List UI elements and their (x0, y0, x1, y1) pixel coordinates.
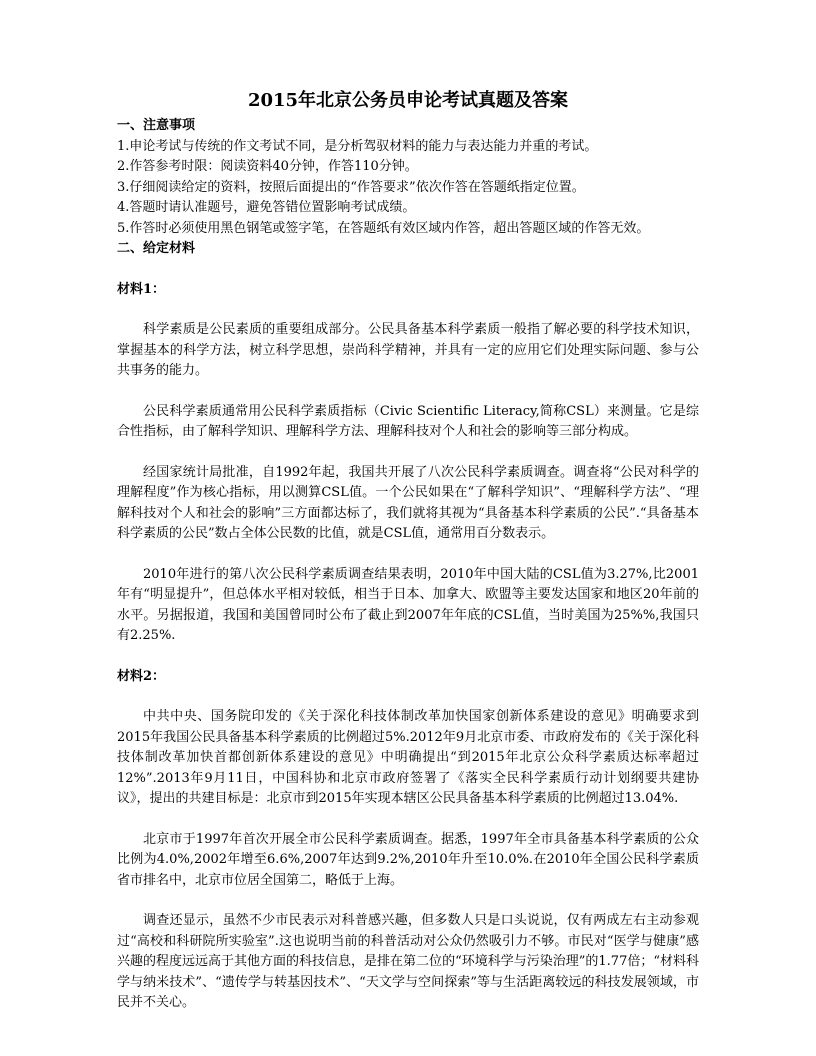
paragraph: 经国家统计局批准，自1992年起，我国共开展了八次公民科学素质调查。调查将“公民对科学的理解程度”作为核心指标，用以测算CSL值。一个公民如果在“了解科学知识”、“理解科学方法”、“理解科技对个人和社会的影响”三方面都达标了，我们就将其视为“具备基本科学素质的公民”.“具备基本科学素质的公民”数占全体公民数的比值，就是CSL值，通常用百分数表示。 (117, 464, 699, 541)
spacer (117, 891, 699, 911)
note-item: 2.作答参考时限：阅读资料40分钟，作答110分钟。 (117, 159, 418, 174)
spacer (117, 647, 699, 667)
note-item: 4.答题时请认准题号，避免答错位置影响考试成绩。 (117, 200, 416, 215)
paragraph: 调查还显示，虽然不少市民表示对科普感兴趣，但多数人只是口头说说，仅有两成左右主动参观过“高校和科研院所实验室”.这也说明当前的科普活动对公众仍然吸引力不够。市民对“医学与健康”感兴趣的程度远远高于其他方面的科技信息，是排在第二位的“环境科学与污染治理”的1.77倍；“材料科学与纳米技术”、“遗传学与转基因技术”、“天文学与空间探索”等与生活距离较远的科技发展领域，市民并不关心。 (117, 913, 699, 1010)
spacer (117, 687, 699, 707)
note-item: 1.申论考试与传统的作文考试不同，是分析驾驭材料的能力与表达能力并重的考试。 (117, 138, 598, 154)
material-2-label: 材料2： (117, 668, 166, 684)
spacer (117, 300, 699, 320)
spacer (117, 545, 699, 565)
spacer (117, 382, 699, 402)
paragraph: 2010年进行的第八次公民科学素质调查结果表明，2010年中国大陆的CSL值为3.27%,比2001年有“明显提升”，但总体水平相对较低，相当于日本、加拿大、欧盟等主要发达国家和地区20年前的水平。另据报道，我国和美国曾同时公布了截止到2007年年底的CSL值，当时美国为25%%,我国只有2.25%. (117, 566, 699, 643)
spacer (117, 260, 699, 280)
paragraph: 中共中央、国务院印发的《关于深化科技体制改革加快国家创新体系建设的意见》明确要求到2015年我国公民具备基本科学素质的比例超过5%.2012年9月北京市委、市政府发布的《关于深化科技体制改革加快首都创新体系建设的意见》中明确提出“到2015年北京公众科学素质达标率超过12%”.2013年9月11日，中国科协和北京市政府签署了《落实全民科学素质行动计划纲要共建协议》，提出的共建目标是：北京市到2015年实现本辖区公民具备基本科学素质的比例超过13.04%. (117, 709, 699, 806)
spacer (117, 443, 699, 463)
section-heading-notes: 一、注意事项 (117, 118, 196, 133)
note-item: 3.仔细阅读给定的资料，按照后面提出的“作答要求”依次作答在答题纸指定位置。 (117, 179, 585, 195)
material-1-label: 材料1： (117, 281, 166, 297)
document-title: 2015年北京公务员申论考试真题及答案 (247, 90, 569, 111)
paragraph: 北京市于1997年首次开展全市公民科学素质调查。据悉，1997年全市具备基本科学素质的公众比例为4.0%,2002年增至6.6%,2007年达到9.2%,2010年升至10.0%.在2010年全国公民科学素质省市排名中，北京市位居全国第二，略低于上海。 (117, 831, 699, 888)
note-item: 5.作答时必须使用黑色钢笔或签字笔，在答题纸有效区域内作答，超出答题区域的作答无效。 (117, 220, 650, 236)
document-page (117, 88, 699, 1014)
paragraph: 科学素质是公民素质的重要组成部分。公民具备基本科学素质一般指了解必要的科学技术知识，掌握基本的科学方法，树立科学思想，崇尚科学精神，并具有一定的应用它们处理实际问题、参与公共事务的能力。 (117, 322, 699, 378)
paragraph: 公民科学素质通常用公民科学素质指标（Civic Scientific Literacy,简称CSL）来测量。它是综合性指标，由了解科学知识、理解科学方法、理解科技对个人和社会的影响等三部分构成。 (117, 403, 699, 439)
section-heading-materials: 二、给定材料 (117, 241, 196, 256)
spacer (117, 810, 699, 830)
